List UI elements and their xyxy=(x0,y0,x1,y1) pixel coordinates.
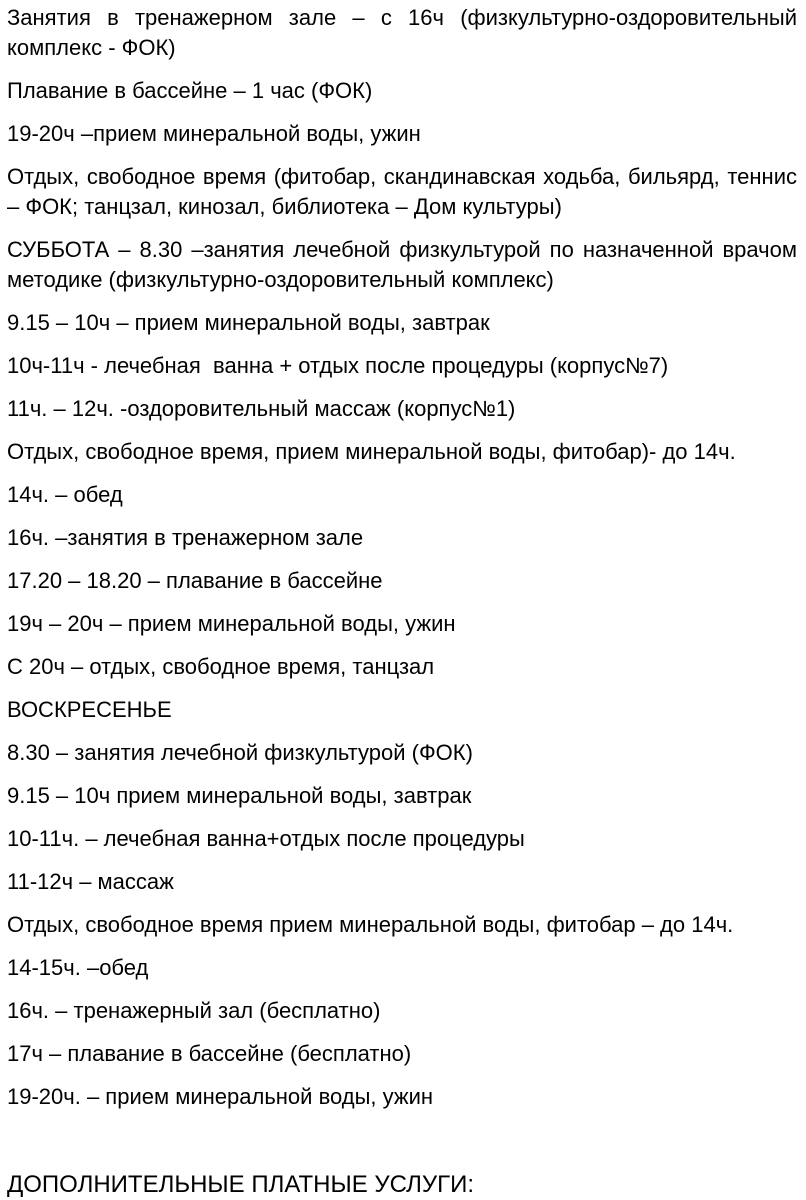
paragraph-sun-gym: 16ч. – тренажерный зал (бесплатно) xyxy=(7,998,381,1023)
paragraph-sat-gym: 16ч. –занятия в тренажерном зале xyxy=(7,525,364,550)
paragraph-sun-pool: 17ч – плавание в бассейне (бесплатно) xyxy=(7,1041,412,1066)
paragraph-sat-bath: 10ч-11ч - лечебная ванна + отдых после процедуры (корпус№7) xyxy=(7,353,669,378)
paragraph-sun-massage: 11-12ч – массаж xyxy=(7,869,174,894)
paragraph-gym-classes: Занятия в тренажерном зале – с 16ч (физкультурно-оздоровительный комплекс - ФОК) xyxy=(7,5,804,60)
paragraph-sun-free-time: Отдых, свободное время прием минеральной воды, фитобар – до 14ч. xyxy=(7,912,734,937)
paid-services-heading: ДОПОЛНИТЕЛЬНЫЕ ПЛАТНЫЕ УСЛУГИ: xyxy=(7,1171,475,1198)
paragraph-saturday-header: СУББОТА – 8.30 –занятия лечебной физкультурой по назначенной врачом методике (физкультурно-оздоровительный комплекс) xyxy=(7,237,804,292)
paragraph-pool: Плавание в бассейне – 1 час (ФОК) xyxy=(7,78,373,103)
paragraph-sat-dinner: 19ч – 20ч – прием минеральной воды, ужин xyxy=(7,611,456,636)
paragraph-sat-lunch: 14ч. – обед xyxy=(7,482,123,507)
paragraph-sun-lunch: 14-15ч. –обед xyxy=(7,955,149,980)
paragraph-sat-breakfast: 9.15 – 10ч – прием минеральной воды, завтрак xyxy=(7,310,490,335)
paragraph-sun-exercise: 8.30 – занятия лечебной физкультурой (ФОК) xyxy=(7,740,473,765)
paragraph-sunday-header: ВОСКРЕСЕНЬЕ xyxy=(7,697,172,722)
paragraph-sat-evening: С 20ч – отдых, свободное время, танцзал xyxy=(7,654,435,679)
paragraph-dinner-19-20: 19-20ч –прием минеральной воды, ужин xyxy=(7,121,421,146)
paragraph-sat-pool: 17.20 – 18.20 – плавание в бассейне xyxy=(7,568,383,593)
paragraph-sun-dinner: 19-20ч. – прием минеральной воды, ужин xyxy=(7,1084,434,1109)
paragraph-free-time-venues: Отдых, свободное время (фитобар, скандинавская ходьба, бильярд, теннис – ФОК; танцзал, кинозал, библиотека – Дом культуры) xyxy=(7,164,804,219)
paragraph-sun-breakfast: 9.15 – 10ч прием минеральной воды, завтрак xyxy=(7,783,472,808)
paragraph-sun-bath: 10-11ч. – лечебная ванна+отдых после процедуры xyxy=(7,826,525,851)
paragraph-sat-massage: 11ч. – 12ч. -оздоровительный массаж (корпус№1) xyxy=(7,396,516,421)
paragraph-sat-free-time: Отдых, свободное время, прием минеральной воды, фитобар)- до 14ч. xyxy=(7,439,736,464)
